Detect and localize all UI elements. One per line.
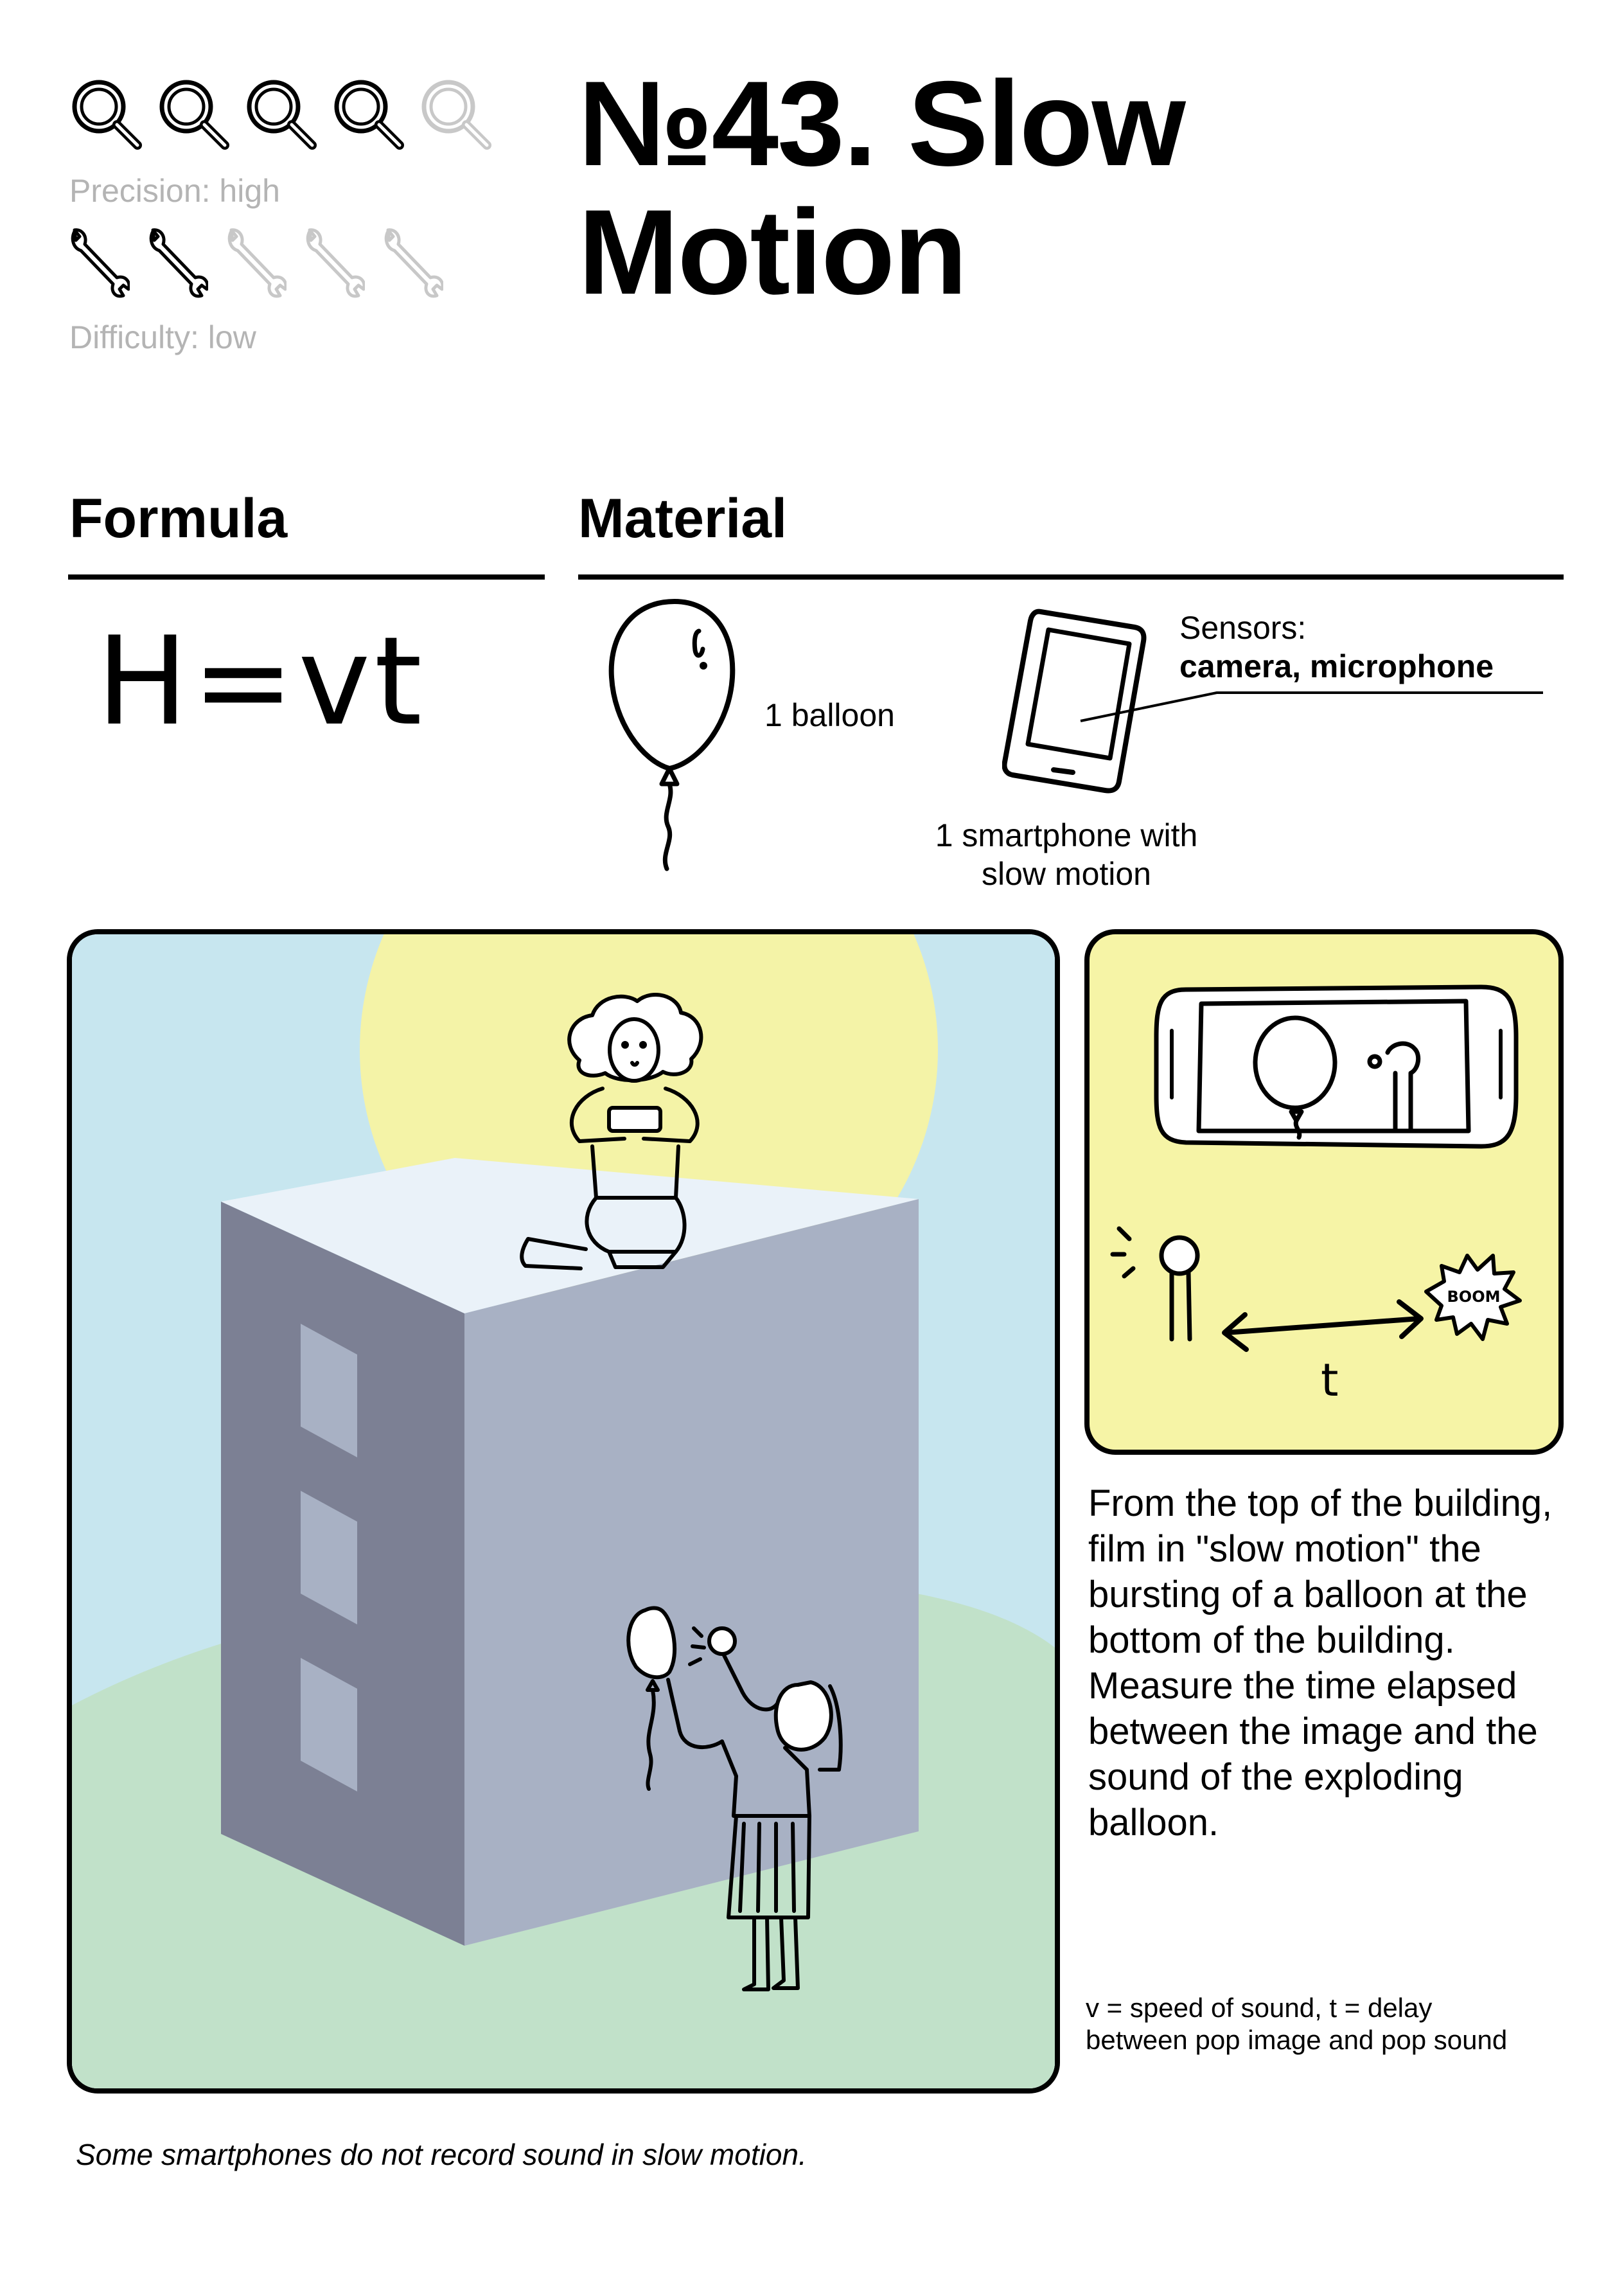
- magnifier-icon: [155, 76, 231, 152]
- magnifier-icon: [330, 76, 406, 152]
- footnote: Some smartphones do not record sound in slow motion.: [76, 2138, 807, 2171]
- instructions-text: From the top of the building, film in "slow motion" the bursting of a balloon at the bottom of the building. Measure the time elapsed between the image and the sound of the exploding balloon.: [1088, 1482, 1553, 1844]
- sensor-pointer-line: [1079, 684, 1548, 722]
- material-divider: [578, 574, 1564, 580]
- sensors-value: camera, microphone: [1179, 648, 1494, 684]
- formula-expression: H=vt: [96, 610, 427, 752]
- smartphone-caption: [887, 816, 1246, 893]
- precision-label: Precision: high: [69, 173, 280, 209]
- sensors-label: Sensors:: [1179, 610, 1307, 646]
- difficulty-label: Difficulty: low: [69, 319, 256, 355]
- balloon-icon: [597, 594, 752, 876]
- boom-label: BOOM: [1447, 1288, 1501, 1306]
- magnifier-icon: [68, 76, 144, 152]
- time-label: t: [1321, 1354, 1339, 1407]
- time-arrow: [1224, 1302, 1421, 1349]
- magnifier-icon: [243, 76, 319, 152]
- material-heading: Material: [578, 488, 788, 549]
- page-title: №43. Slow Motion: [578, 56, 1185, 319]
- formula-heading: Formula: [69, 488, 288, 549]
- smartphone-caption-line2: slow motion: [982, 856, 1151, 892]
- pop-event-icon: [1113, 1229, 1197, 1339]
- variables-note: v = speed of sound, t = delay between pop image and pop sound: [1086, 1993, 1508, 2055]
- wrench-icon: [225, 222, 287, 299]
- precision-rating: [68, 76, 493, 152]
- boom-burst-icon: [1426, 1256, 1520, 1339]
- building-right-wall: [464, 1199, 919, 1946]
- magnifier-icon: [418, 76, 493, 152]
- building-illustration: [67, 929, 1060, 2094]
- timing-diagram: [1084, 929, 1564, 1455]
- formula-divider: [68, 574, 545, 580]
- smartphone-caption-line1: 1 smartphone with: [935, 817, 1198, 853]
- phone-screen-icon: [1156, 987, 1516, 1146]
- wrench-icon: [382, 222, 443, 299]
- wrench-icon: [146, 222, 208, 299]
- balloon-caption: 1 balloon: [764, 697, 895, 733]
- difficulty-rating: [68, 222, 443, 299]
- wrench-icon: [303, 222, 365, 299]
- wrench-icon: [68, 222, 130, 299]
